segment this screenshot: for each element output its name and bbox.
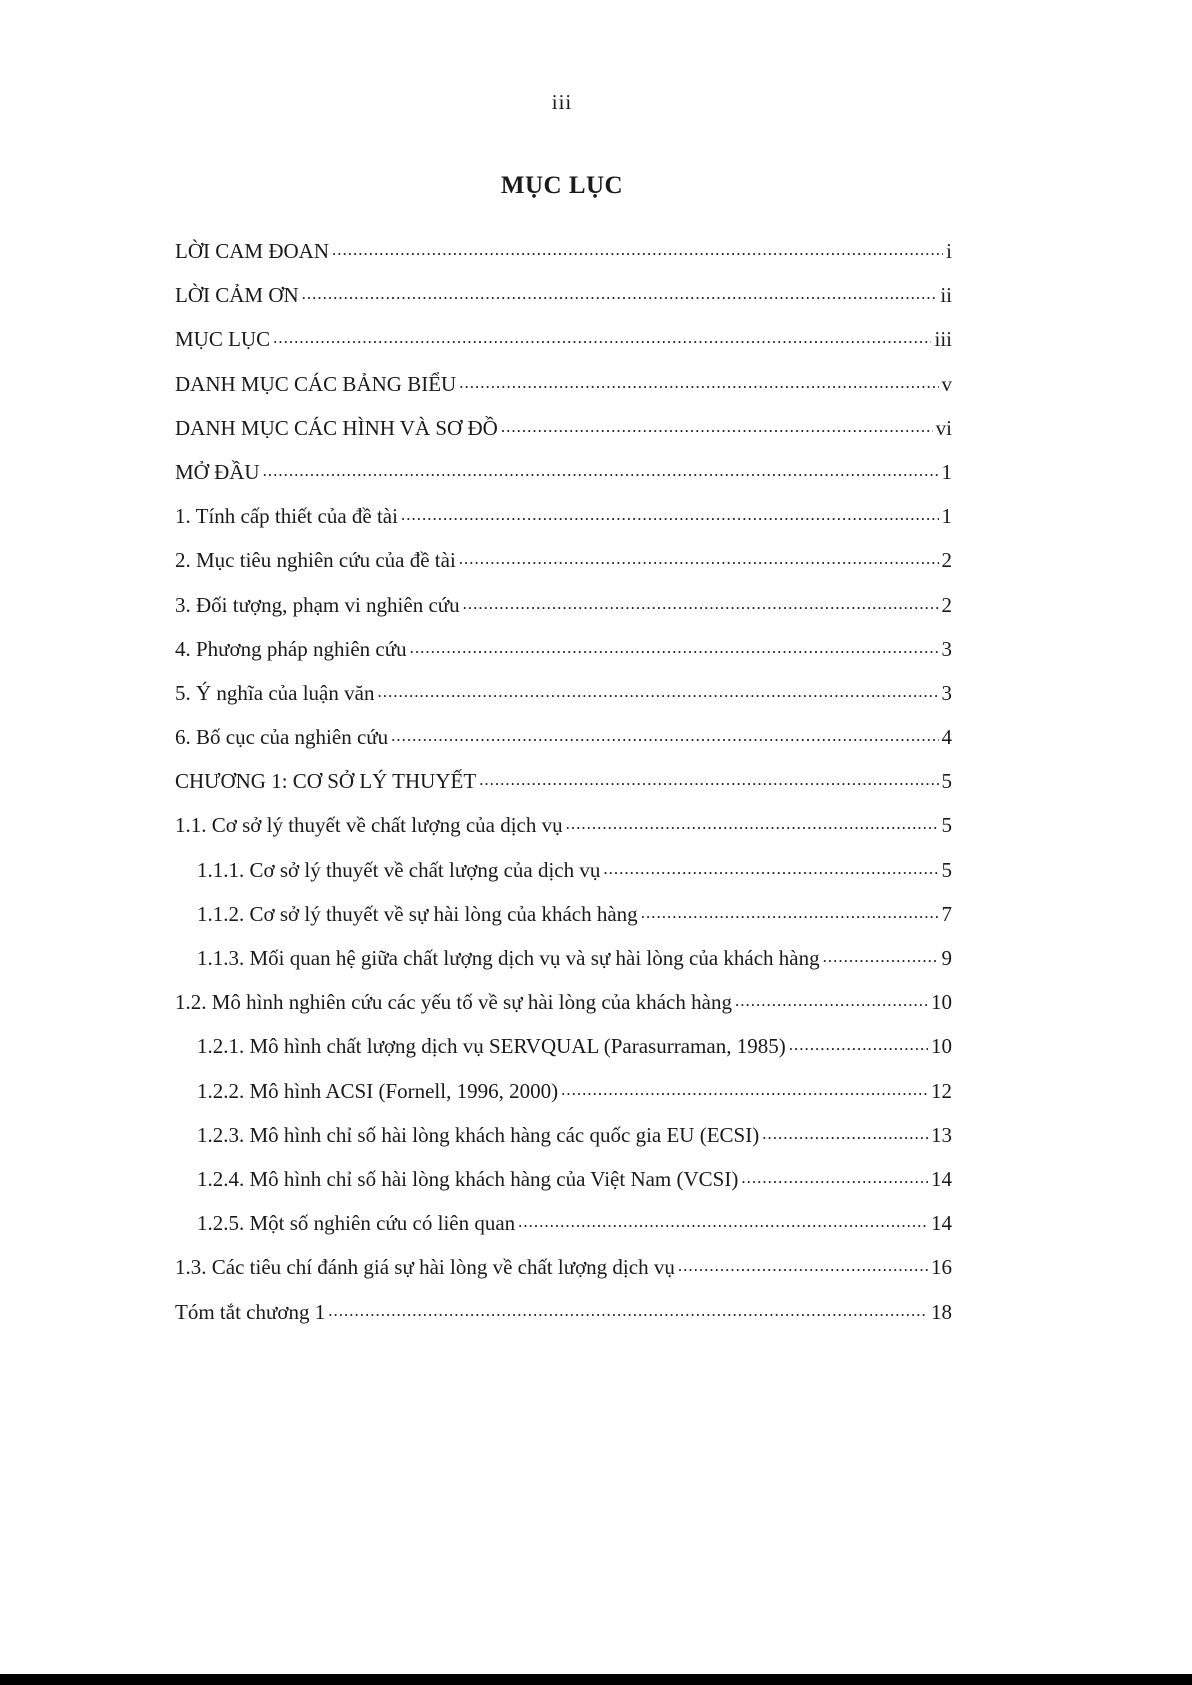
toc-entry-page: 4 xyxy=(941,725,952,750)
toc-entry-label: 1.3. Các tiêu chí đánh giá sự hài lòng về chất lượng dịch vụ xyxy=(175,1255,675,1280)
toc-dot-leader xyxy=(479,770,938,788)
toc-dot-leader xyxy=(377,682,938,700)
toc-entry-label: LỜI CẢM ƠN xyxy=(175,283,299,308)
toc-entry[interactable] xyxy=(175,724,952,768)
toc-dot-leader xyxy=(401,505,939,523)
toc-entry-page: i xyxy=(946,239,952,263)
toc-dot-leader xyxy=(273,328,931,346)
toc-entry[interactable] xyxy=(175,1033,952,1077)
toc-entry[interactable] xyxy=(175,901,952,945)
toc-entry-page: 7 xyxy=(941,901,952,926)
toc-entry-label: LỜI CAM ĐOAN xyxy=(175,239,329,263)
toc-entry[interactable] xyxy=(175,371,952,415)
toc-dot-leader xyxy=(459,549,939,567)
toc-dot-leader xyxy=(789,1035,928,1053)
toc-dot-leader xyxy=(463,594,939,612)
toc-entry[interactable] xyxy=(175,857,952,901)
toc-entry-page: 14 xyxy=(931,1166,952,1191)
toc-entry[interactable] xyxy=(175,547,952,591)
toc-entry[interactable] xyxy=(175,415,952,459)
toc-entry-page: 16 xyxy=(931,1255,952,1280)
toc-entry-page: 2 xyxy=(941,592,952,617)
toc-dot-leader xyxy=(678,1256,928,1274)
toc-entry-label: 5. Ý nghĩa của luận văn xyxy=(175,680,375,705)
table-of-contents xyxy=(175,238,952,1343)
toc-entry-label: 4. Phương pháp nghiên cứu xyxy=(175,636,407,661)
toc-dot-leader xyxy=(762,1124,928,1142)
toc-entry-label: 1.2. Mô hình nghiên cứu các yếu tố về sự hài lòng của khách hàng xyxy=(175,990,732,1015)
toc-entry[interactable] xyxy=(175,503,952,547)
toc-entry-page: vi xyxy=(935,415,952,440)
toc-entry[interactable] xyxy=(175,1210,952,1254)
toc-entry-page: iii xyxy=(934,327,952,352)
toc-entry[interactable] xyxy=(175,989,952,1033)
toc-entry-label: Tóm tắt chương 1 xyxy=(175,1299,326,1324)
toc-entry-label: 1.2.4. Mô hình chỉ số hài lòng khách hàng của Việt Nam (VCSI) xyxy=(197,1166,739,1191)
toc-entry[interactable] xyxy=(175,1166,952,1210)
toc-dot-leader xyxy=(741,1168,928,1186)
toc-entry[interactable] xyxy=(175,1078,952,1122)
toc-entry-page: 2 xyxy=(941,548,952,573)
toc-entry-label: 1. Tính cấp thiết của đề tài xyxy=(175,504,398,529)
toc-entry[interactable] xyxy=(175,1122,952,1166)
toc-entry-page: 14 xyxy=(931,1211,952,1236)
toc-entry-page: 18 xyxy=(931,1299,952,1324)
toc-entry[interactable] xyxy=(175,326,952,370)
toc-entry-page: 10 xyxy=(931,990,952,1015)
toc-dot-leader xyxy=(302,284,938,302)
toc-entry-label: 2. Mục tiêu nghiên cứu của đề tài xyxy=(175,548,456,573)
toc-dot-leader xyxy=(603,859,938,877)
toc-dot-leader xyxy=(566,814,939,832)
toc-dot-leader xyxy=(823,947,939,965)
toc-dot-leader xyxy=(391,726,938,744)
toc-entry-label: 1.1.2. Cơ sở lý thuyết về sự hài lòng của khách hàng xyxy=(197,901,638,926)
toc-entry-page: 10 xyxy=(931,1034,952,1059)
toc-entry-page: 9 xyxy=(941,946,952,970)
toc-entry[interactable] xyxy=(175,592,952,636)
toc-entry-label: DANH MỤC CÁC HÌNH VÀ SƠ ĐỒ xyxy=(175,415,498,440)
toc-dot-leader xyxy=(641,903,939,921)
toc-entry-label: DANH MỤC CÁC BẢNG BIỂU xyxy=(175,371,457,396)
toc-entry[interactable] xyxy=(175,945,952,989)
toc-entry-page: 12 xyxy=(931,1078,952,1103)
toc-entry[interactable] xyxy=(175,1299,952,1343)
toc-dot-leader xyxy=(501,417,933,435)
toc-dot-leader xyxy=(735,991,928,1009)
toc-entry-label: CHƯƠNG 1: CƠ SỞ LÝ THUYẾT xyxy=(175,769,477,794)
toc-entry[interactable] xyxy=(175,680,952,724)
toc-entry[interactable] xyxy=(175,238,952,282)
toc-entry-label: 1.2.5. Một số nghiên cứu có liên quan xyxy=(197,1211,516,1236)
toc-entry-page: 3 xyxy=(941,680,952,705)
toc-entry[interactable] xyxy=(175,282,952,326)
toc-entry[interactable] xyxy=(175,1254,952,1298)
toc-entry[interactable] xyxy=(175,636,952,680)
toc-entry-page: 1 xyxy=(941,504,952,529)
toc-entry-label: 1.2.1. Mô hình chất lượng dịch vụ SERVQUAL (Parasurraman, 1985) xyxy=(197,1034,786,1059)
toc-entry-page: 3 xyxy=(941,636,952,661)
toc-entry-label: 1.1. Cơ sở lý thuyết về chất lượng của dịch vụ xyxy=(175,813,563,838)
toc-entry-page: 5 xyxy=(941,813,952,838)
toc-entry-page: v xyxy=(941,371,952,396)
toc-entry-label: 1.1.3. Mối quan hệ giữa chất lượng dịch vụ và sự hài lòng của khách hàng xyxy=(197,946,820,970)
toc-entry-label: 3. Đối tượng, phạm vi nghiên cứu xyxy=(175,592,460,617)
toc-title: MỤC LỤC xyxy=(500,172,624,199)
toc-entry-label: MỤC LỤC xyxy=(175,327,271,352)
toc-entry-label: 1.1.1. Cơ sở lý thuyết về chất lượng của dịch vụ xyxy=(197,857,601,882)
toc-dot-leader xyxy=(459,373,938,391)
toc-entry-page: 5 xyxy=(941,857,952,882)
toc-entry-page: 5 xyxy=(941,769,952,794)
toc-dot-leader xyxy=(518,1212,928,1230)
page-bottom-edge xyxy=(0,1674,1192,1685)
toc-dot-leader xyxy=(561,1080,928,1098)
toc-entry[interactable] xyxy=(175,459,952,503)
toc-entry-label: 1.2.2. Mô hình ACSI (Fornell, 1996, 2000) xyxy=(197,1078,559,1103)
toc-entry[interactable] xyxy=(175,768,952,812)
toc-dot-leader xyxy=(332,240,943,258)
page-number: iii xyxy=(551,90,573,114)
toc-entry-page: 1 xyxy=(941,459,952,484)
toc-entry-label: MỞ ĐẦU xyxy=(175,459,260,484)
toc-dot-leader xyxy=(263,461,939,479)
toc-entry-page: 13 xyxy=(931,1122,952,1147)
toc-entry-page: ii xyxy=(940,283,952,308)
toc-dot-leader xyxy=(410,638,939,656)
toc-entry-label: 6. Bố cục của nghiên cứu xyxy=(175,725,389,750)
toc-entry[interactable] xyxy=(175,812,952,856)
toc-dot-leader xyxy=(328,1301,928,1319)
toc-entry-label: 1.2.3. Mô hình chỉ số hài lòng khách hàng các quốc gia EU (ECSI) xyxy=(197,1122,760,1147)
